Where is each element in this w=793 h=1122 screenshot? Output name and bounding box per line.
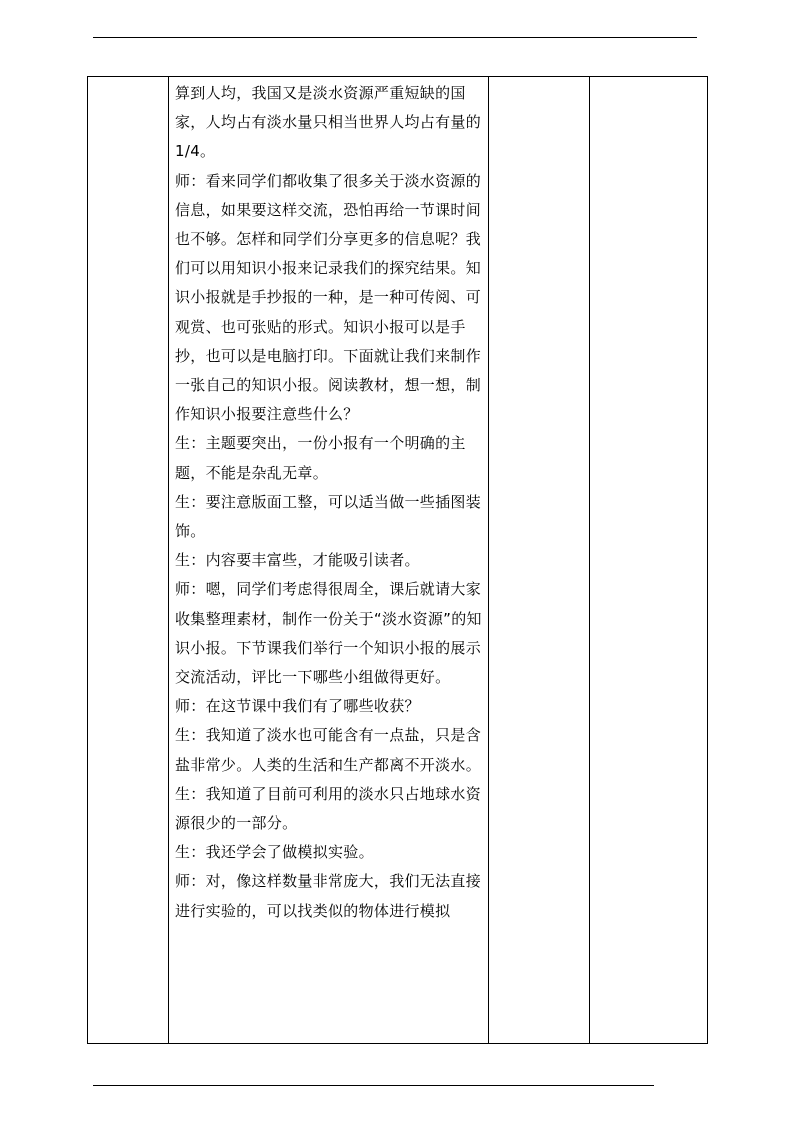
paragraph: 师：对，像这样数量非常庞大，我们无法直接进行实验的，可以找类似的物体进行模拟: [175, 872, 482, 920]
paragraph: 师：看来同学们都收集了很多关于淡水资源的信息，如果要这样交流，恐怕再给一节课时间也不够。怎样和同学们分享更多的信息呢？我们可以用知识小报来记录我们的探究结果。知识小报就是手抄报的一种，是一种可传阅、可观赏、也可张贴的形式。知识小报可以是手抄，也可以是电脑打印。下面就让我们来制作一张自己的知识小报。阅读教材，想一想，制作知识小报要注意些什么？: [175, 171, 482, 424]
paragraph: 生：我知道了目前可利用的淡水只占地球水资源很少的一部分。: [175, 784, 482, 833]
paragraph: 生：要注意版面工整，可以适当做一些插图装饰。: [175, 492, 482, 541]
design-intent-cell: [590, 77, 708, 1044]
paragraph: 生：主题要突出，一份小报有一个明确的主题，不能是杂乱无章。: [175, 434, 466, 482]
teaching-process-cell: [169, 77, 489, 1044]
paragraph: 生：内容要丰富些，才能吸引读者。: [175, 551, 420, 570]
paragraph: 师：在这节课中我们有了哪些收获？: [175, 697, 420, 716]
student-activity-cell: [489, 77, 590, 1044]
paragraph: 算到人均，我国又是淡水资源严重短缺的国家，人均占有淡水量只相当世界人均占有量的 1/4。: [175, 84, 482, 161]
stage-cell: [88, 77, 169, 1044]
table-row: [88, 77, 708, 1044]
footer-rule: [93, 1085, 654, 1086]
header-rule: [93, 37, 697, 38]
paragraph: 生：我还学会了做模拟实验。: [175, 843, 374, 862]
paragraph: 生：我知道了淡水也可能含有一点盐，只是含盐非常少。人类的生活和生产都离不开淡水。: [175, 726, 482, 774]
teaching-process-text: [169, 77, 488, 926]
paragraph: 师：嗯，同学们考虑得很周全，课后就请大家收集整理素材，制作一份关于“淡水资源”的知识小报。下节课我们举行一个知识小报的展示交流活动，评比一下哪些小组做得更好。: [175, 580, 482, 687]
lesson-plan-table: [87, 76, 708, 1044]
